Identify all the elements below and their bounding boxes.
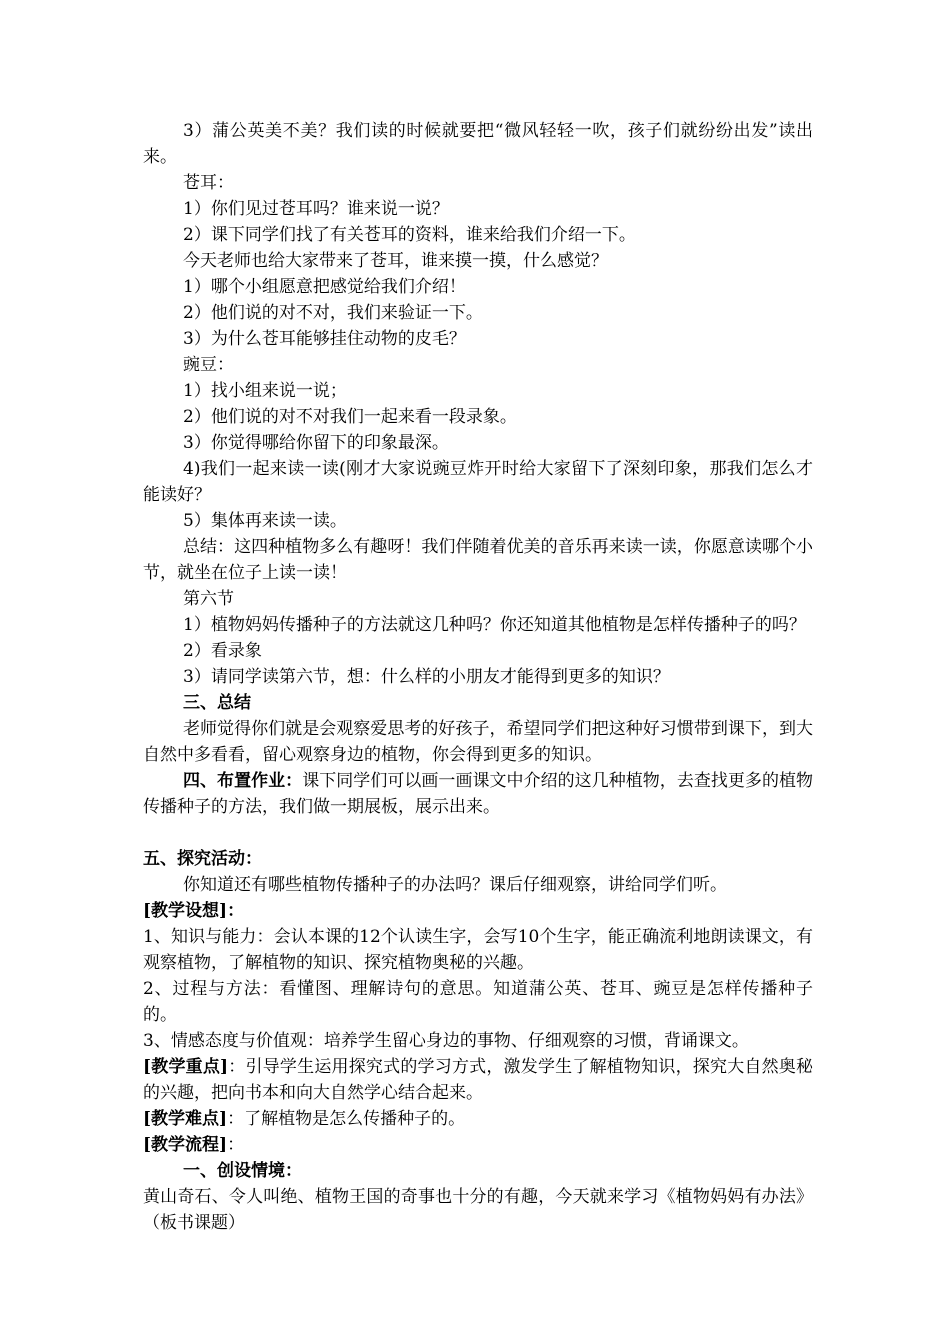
list-item: 1）你们见过苍耳吗？谁来说一说？: [183, 199, 449, 219]
teaching-focus-text: ：引导学生运用探究式的学习方式，激发学生了解植物知识，探究大自然奥秘的兴趣，把向书本和向大自然学心结合起来。: [143, 1057, 814, 1103]
teaching-focus-paragraph: [143, 1054, 813, 1106]
list-item: 2）他们说的对不对我们一起来看一段录象。: [183, 407, 517, 427]
paragraph: 今天老师也给大家带来了苍耳，谁来摸一摸，什么感觉？: [183, 251, 608, 271]
homework-text: 课下同学们可以画一画课文中介绍的这几种植物，去查找更多的植物传播种子的方法，我们做一期展板，展示出来。: [143, 771, 814, 817]
list-item: 1）找小组来说一说；: [183, 381, 347, 401]
heading-teaching-process: [教学流程]: [143, 1135, 228, 1155]
heading-homework: 四、布置作业：: [183, 771, 303, 791]
paragraph: 老师觉得你们就是会观察爱思考的好孩子，希望同学们把这种好习惯带到课下，到大自然中多看看，留心观察身边的植物，你会得到更多的知识。: [143, 719, 813, 765]
list-item: 3）请同学读第六节，想：什么样的小朋友才能得到更多的知识？: [183, 667, 670, 687]
homework-paragraph: [143, 768, 813, 820]
heading-teaching-focus: [教学重点]: [143, 1057, 229, 1077]
document-body: [143, 118, 813, 1236]
list-item: 2）课下同学们找了有关苍耳的资料，谁来给我们介绍一下。: [183, 225, 636, 245]
list-item: 1、知识与能力：会认本课的12个认读生字，会写10个生字，能正确流利地朗读课文，有观察植物，了解植物的知识、探究植物奥秘的兴趣。: [143, 927, 813, 973]
paragraph: 3）蒲公英美不美？我们读的时候就要把“微风轻轻一吹，孩子们就纷纷出发”读出来。: [143, 121, 813, 167]
summary-paragraph: 总结：这四种植物多么有趣呀！我们伴随着优美的音乐再来读一读，你愿意读哪个小节，就坐在位子上读一读！: [143, 537, 813, 583]
spacer: [143, 820, 813, 846]
paragraph: 你知道还有哪些植物传播种子的办法吗？课后仔细观察，讲给同学们听。: [183, 875, 727, 895]
list-item: 1）哪个小组愿意把感觉给我们介绍！: [183, 277, 466, 297]
list-item: 2）看录象: [183, 641, 262, 661]
teaching-process-paragraph: [143, 1132, 813, 1158]
list-item: 2、过程与方法：看懂图、理解诗句的意思。知道蒲公英、苍耳、豌豆是怎样传播种子的。: [143, 979, 813, 1025]
teaching-difficulty-paragraph: [143, 1106, 813, 1132]
list-item: 1）植物妈妈传播种子的方法就这几种吗？你还知道其他植物是怎样传播种子的吗？: [183, 615, 806, 635]
section-label-cang-er: 苍耳：: [183, 173, 234, 193]
section-label-wan-dou: 豌豆：: [183, 355, 234, 375]
teaching-difficulty-text: ：了解植物是怎么传播种子的。: [227, 1109, 466, 1129]
section-label-section-six: 第六节: [183, 589, 234, 609]
heading-teaching-difficulty: [教学难点]: [143, 1109, 228, 1129]
list-item: 3）你觉得哪给你留下的印象最深。: [183, 433, 449, 453]
teaching-process-text: ：: [227, 1135, 245, 1155]
list-item: 4)我们一起来读一读(刚才大家说豌豆炸开时给大家留下了深刻印象，那我们怎么才能读好？: [143, 459, 813, 505]
list-item: 3）为什么苍耳能够挂住动物的皮毛？: [183, 329, 466, 349]
list-item: 2）他们说的对不对，我们来验证一下。: [183, 303, 483, 323]
heading-inquiry: 五、探究活动：: [143, 849, 262, 869]
heading-teaching-idea: [教学设想]：: [143, 901, 245, 921]
list-item: 3、情感态度与价值观：培养学生留心身边的事物、仔细观察的习惯，背诵课文。: [143, 1031, 749, 1051]
heading-summary: 三、总结: [183, 693, 251, 713]
heading-create-situation: 一、创设情境：: [183, 1161, 302, 1181]
list-item: 5）集体再来读一读。: [183, 511, 347, 531]
paragraph: 黄山奇石、令人叫绝、植物王国的奇事也十分的有趣，今天就来学习《植物妈妈有办法》（板书课题）: [143, 1187, 813, 1233]
